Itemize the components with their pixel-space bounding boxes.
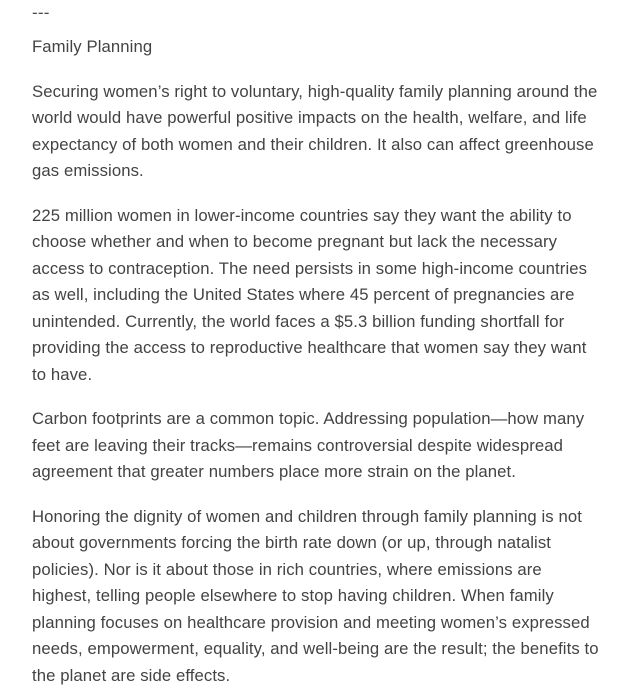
paragraph-carbon-footprints: Carbon footprints are a common topic. Addressing population—how many feet are leaving their tracks—remains controversial despite widespread agreement that greater numbers place more strain on the planet.	[32, 406, 604, 486]
paragraph-dignity: Honoring the dignity of women and children through family planning is not about governments forcing the birth rate down (or up, through natalist policies). Nor is it about those in rich countries, where emissions are highest, telling people elsewhere to stop having children. When family planning focuses on healthcare provision and meeting women’s expressed needs, empowerment, equality, and well-being are the result; the benefits to the planet are side effects.	[32, 504, 604, 689]
horizontal-rule-separator: ---	[32, 0, 604, 18]
paragraph-overview: Securing women’s right to voluntary, high-quality family planning around the world would have powerful positive impacts on the health, welfare, and life expectancy of both women and their children. It also can affect greenhouse gas emissions.	[32, 79, 604, 185]
paragraph-statistics: 225 million women in lower-income countries say they want the ability to choose whether and when to become pregnant but lack the necessary access to contraception. The need persists in some high-income countries as well, including the United States where 45 percent of pregnancies are unintended. Currently, the world faces a $5.3 billion funding shortfall for providing the access to reproductive healthcare that women say they want to have.	[32, 203, 604, 389]
page-title: Family Planning	[32, 34, 604, 61]
